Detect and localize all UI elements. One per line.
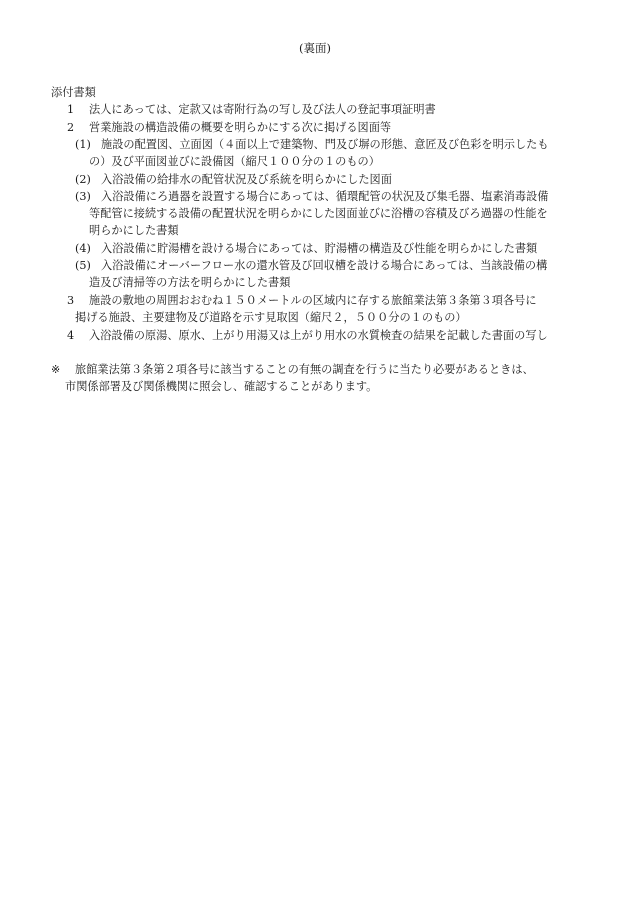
subitem-text-line: 入浴設備に貯湯槽を設ける場合にあっては、貯湯槽の構造及び性能を明らかにした書類 — [101, 242, 538, 255]
item-number: 2 — [67, 121, 75, 134]
subitem-number: (3) — [75, 190, 91, 203]
page-title: (裏面) — [299, 41, 331, 55]
item-text-line: 入浴設備の原湯、原水、上がり用湯又は上がり用水の水質検査の結果を記載した書面の写し — [89, 329, 548, 342]
subitem-text-line: の）及び平面図並びに設備図（縮尺１００分の１のもの） — [89, 155, 380, 168]
item-number: 3 — [67, 294, 75, 307]
subitem-text-line: 入浴設備にオーバーフロー水の還水管及び回収槽を設ける場合にあっては、当該設備の構 — [101, 259, 548, 272]
subitem-text-line: 入浴設備の給排水の配管状況及び系統を明らかにした図面 — [101, 173, 392, 186]
note-text-line: 旅館業法第３条第２項各号に該当することの有無の調査を行うに当たり必要があるときは、 — [75, 363, 534, 376]
subitem-text-line: 明らかにした書類 — [89, 224, 179, 237]
item-text-line: 法人にあっては、定款又は寄附行為の写し及び法人の登記事項証明書 — [89, 103, 436, 116]
item-text-line: 掲げる施設、主要建物及び道路を示す見取図（縮尺２，５００分の１のもの） — [75, 311, 467, 324]
subitem-number: (5) — [75, 259, 91, 272]
item-number: 4 — [67, 329, 75, 342]
item-number: 1 — [67, 103, 75, 116]
subitem-text-line: 造及び清掃等の方法を明らかにした書類 — [89, 276, 291, 289]
item-text-line: 施設の敷地の周囲おおむね１５０メートルの区域内に存する旅館業法第３条第３項各号に — [89, 294, 537, 307]
section-heading: 添付書類 — [51, 86, 96, 99]
subitem-text-line: 施設の配置図、立面図（４面以上で建築物、門及び塀の形態、意匠及び色彩を明示したも — [101, 138, 549, 151]
item-text-line: 営業施設の構造設備の概要を明らかにする次に掲げる図面等 — [89, 121, 392, 134]
subitem-number: (1) — [75, 138, 91, 151]
subitem-text-line: 等配管に接続する設備の配置状況を明らかにした図面並びに浴槽の容積及びろ過器の性能を — [89, 207, 548, 220]
note-text-line: 市関係部署及び関係機関に照会し、確認することがあります。 — [65, 380, 378, 393]
subitem-number: (4) — [75, 242, 91, 255]
subitem-text-line: 入浴設備にろ過器を設置する場合にあっては、循環配管の状況及び集毛器、塩素消毒設備 — [101, 190, 549, 203]
subitem-number: (2) — [75, 173, 91, 186]
note-mark: ※ — [51, 363, 61, 376]
